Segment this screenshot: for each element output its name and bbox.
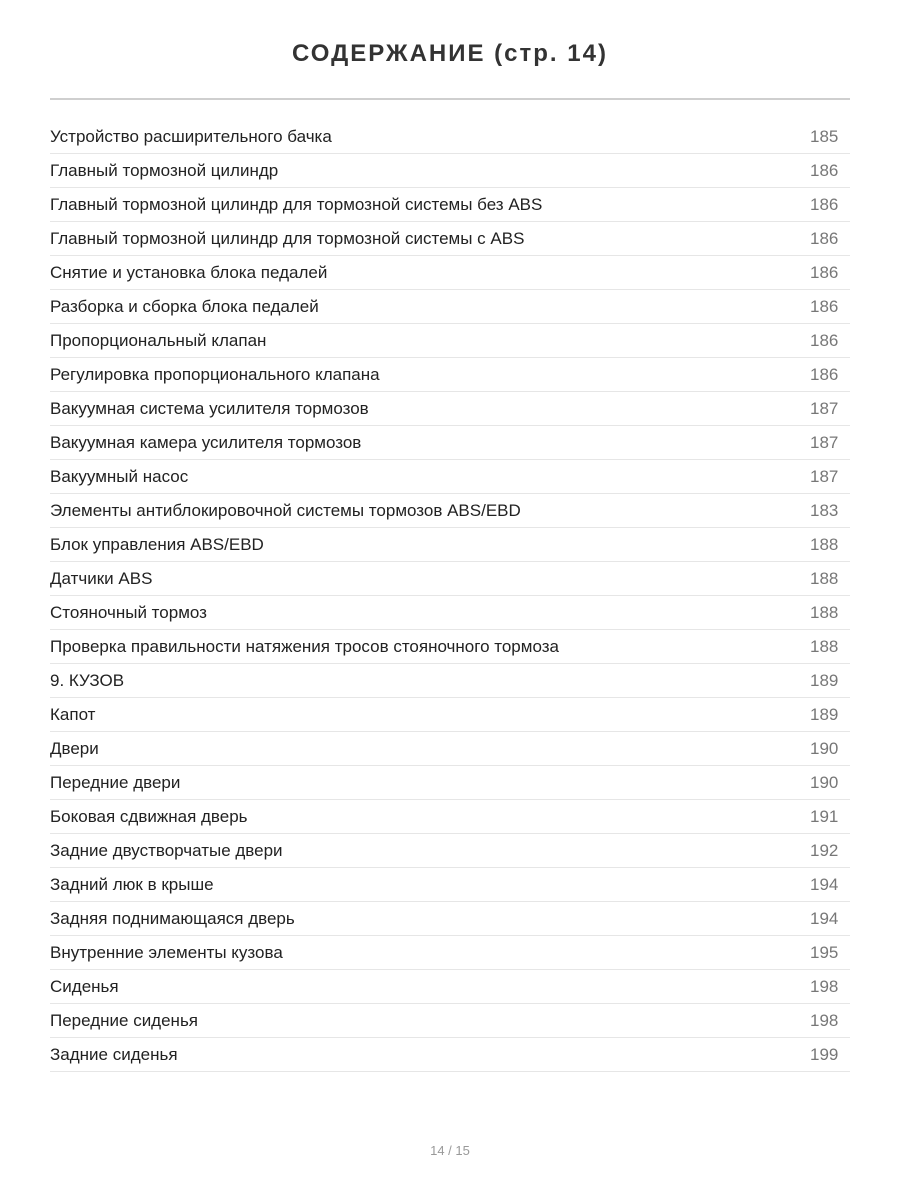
toc-entry-page: 189 [810,704,839,724]
toc-entry-title: Внутренние элементы кузова [50,942,283,962]
toc-entry-page: 186 [810,296,839,316]
toc-entry-page: 188 [810,534,839,554]
toc-entry-page: 186 [810,330,839,350]
toc-entry-title: Стояночный тормоз [50,602,207,622]
toc-row[interactable] [50,188,850,222]
toc-entry-title: Главный тормозной цилиндр [50,160,279,180]
toc-entry-title: Задняя поднимающаяся дверь [50,908,295,928]
toc-entry-title: Регулировка пропорционального клапана [50,364,380,384]
toc-entry-title: Устройство расширительного бачка [50,126,332,146]
toc-row[interactable] [50,120,850,154]
toc-row[interactable] [50,664,850,698]
toc-entry-title: Задний люк в крыше [50,874,214,894]
toc-row[interactable] [50,460,850,494]
toc-entry-title: Главный тормозной цилиндр для тормозной системы с ABS [50,228,525,248]
toc-entry-page: 199 [810,1044,839,1064]
toc-entry-title: 9. КУЗОВ [50,670,125,690]
toc-row[interactable] [50,392,850,426]
toc-entry-title: Сиденья [50,976,119,996]
page-indicator: 14 / 15 [430,1143,470,1158]
toc-entry-title: Главный тормозной цилиндр для тормозной системы без ABS [50,194,543,214]
toc-entry-title: Вакуумная система усилителя тормозов [50,398,369,418]
toc-entry-title: Задние сиденья [50,1044,178,1064]
toc-entry-title: Элементы антиблокировочной системы тормозов ABS/EBD [50,500,521,520]
toc-entry-page: 186 [810,364,839,384]
toc-entry-title: Двери [50,738,99,758]
toc-entry-title: Пропорциональный клапан [50,330,267,350]
toc-entry-title: Передние сиденья [50,1010,199,1030]
title-divider [50,98,850,100]
toc-list [50,120,850,1072]
toc-entry-page: 194 [810,874,839,894]
toc-entry-title: Задние двустворчатые двери [50,840,283,860]
toc-row[interactable] [50,256,850,290]
toc-row[interactable] [50,562,850,596]
toc-entry-page: 187 [810,466,839,486]
toc-row[interactable] [50,154,850,188]
toc-entry-page: 186 [810,160,839,180]
toc-row[interactable] [50,358,850,392]
toc-entry-title: Снятие и установка блока педалей [50,262,328,282]
toc-row[interactable] [50,494,850,528]
toc-row[interactable] [50,732,850,766]
toc-entry-title: Боковая сдвижная дверь [50,806,248,826]
toc-row[interactable] [50,324,850,358]
toc-entry-page: 195 [810,942,839,962]
toc-entry-page: 188 [810,602,839,622]
toc-entry-page: 187 [810,398,839,418]
toc-row[interactable] [50,936,850,970]
toc-entry-title: Блок управления ABS/EBD [50,534,264,554]
toc-row[interactable] [50,290,850,324]
toc-entry-title: Датчики ABS [50,568,153,588]
toc-row[interactable] [50,528,850,562]
toc-row[interactable] [50,1004,850,1038]
toc-entry-page: 190 [810,772,839,792]
toc-entry-title: Вакуумный насос [50,466,189,486]
toc-entry-page: 191 [810,806,839,826]
page-title: СОДЕРЖАНИЕ (стр. 14) [292,40,608,67]
toc-row[interactable] [50,834,850,868]
toc-row[interactable] [50,902,850,936]
toc-entry-title: Проверка правильности натяжения тросов стояночного тормоза [50,636,559,656]
toc-entry-page: 188 [810,636,839,656]
toc-row[interactable] [50,766,850,800]
toc-entry-page: 192 [810,840,839,860]
toc-row[interactable] [50,596,850,630]
toc-entry-page: 198 [810,1010,839,1030]
toc-row[interactable] [50,868,850,902]
toc-entry-page: 189 [810,670,839,690]
toc-entry-title: Передние двери [50,772,181,792]
toc-entry-page: 188 [810,568,839,588]
toc-entry-page: 185 [810,126,839,146]
toc-entry-title: Вакуумная камера усилителя тормозов [50,432,362,452]
toc-entry-page: 183 [810,500,839,520]
toc-row[interactable] [50,698,850,732]
toc-entry-page: 194 [810,908,839,928]
toc-entry-title: Разборка и сборка блока педалей [50,296,319,316]
toc-entry-title: Капот [50,704,96,724]
toc-row[interactable] [50,222,850,256]
toc-entry-page: 198 [810,976,839,996]
toc-row[interactable] [50,426,850,460]
toc-entry-page: 186 [810,194,839,214]
toc-row[interactable] [50,800,850,834]
toc-entry-page: 186 [810,228,839,248]
toc-entry-page: 190 [810,738,839,758]
toc-row[interactable] [50,1038,850,1072]
toc-row[interactable] [50,970,850,1004]
toc-entry-page: 186 [810,262,839,282]
toc-entry-page: 187 [810,432,839,452]
toc-row[interactable] [50,630,850,664]
